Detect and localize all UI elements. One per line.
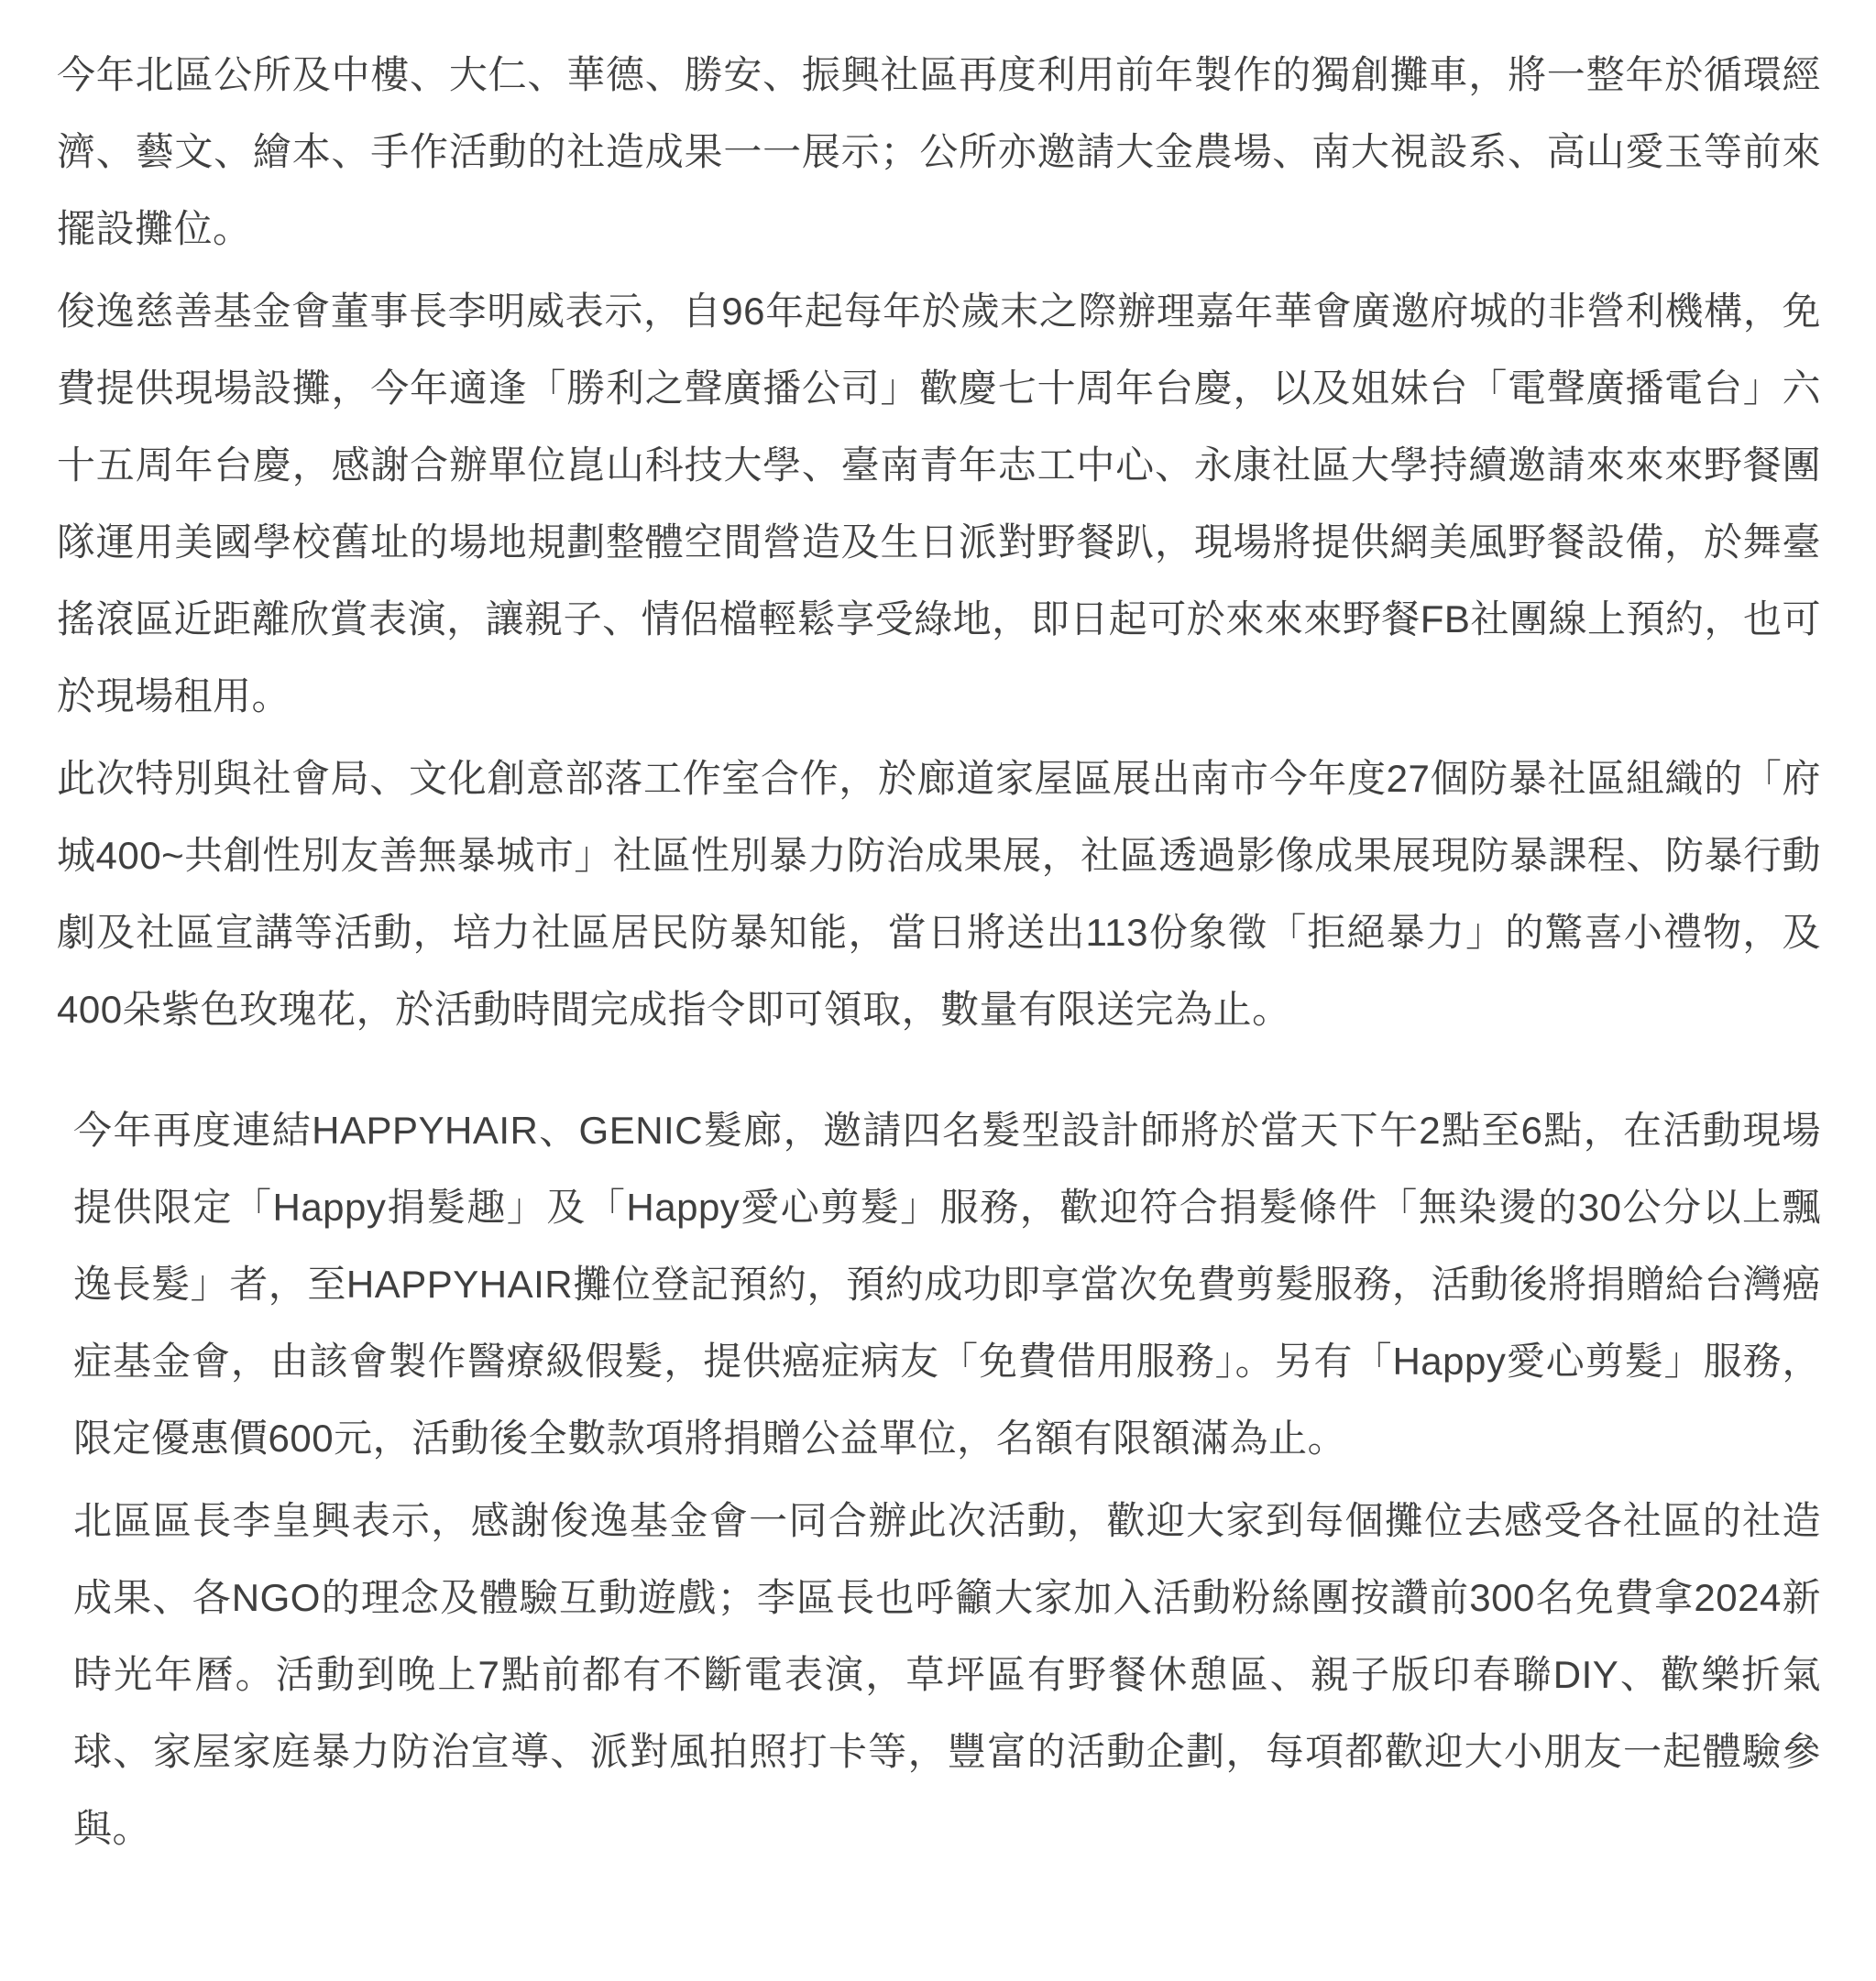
article-paragraph: 俊逸慈善基金會董事長李明威表示，自96年起每年於歲末之際辦理嘉年華會廣邀府城的非營利機構，免費提供現場設攤，今年適逢「勝利之聲廣播公司」歡慶七十周年台慶，以及姐妹台「電聲廣播電台」六十五周年台慶，感謝合辦單位崑山科技大學、臺南青年志工中心、永康社區大學持續邀請來來來野餐團隊運用美國學校舊址的場地規劃整體空間營造及生日派對野餐趴，現場將提供網美風野餐設備，於舞臺搖滾區近距離欣賞表演，讓親子、情侶檔輕鬆享受綠地，即日起可於來來來野餐FB社團線上預約，也可於現場租用。	[57, 290, 1821, 717]
article-paragraph: 今年北區公所及中樓、大仁、華德、勝安、振興社區再度利用前年製作的獨創攤車，將一整年於循環經濟、藝文、繪本、手作活動的社造成果一一展示；公所亦邀請大金農場、南大視設系、高山愛玉等前來擺設攤位。	[57, 53, 1821, 250]
article-paragraph: 今年再度連結HAPPYHAIR、GENIC髮廊，邀請四名髮型設計師將於當天下午2點至6點，在活動現場提供限定「Happy捐髮趣」及「Happy愛心剪髮」服務，歡迎符合捐髮條件「無染燙的30公分以上飄逸長髮」者，至HAPPYHAIR攤位登記預約，預約成功即享當次免費剪髮服務，活動後將捐贈給台灣癌症基金會，由該會製作醫療級假髮，提供癌症病友「免費借用服務」。另有「Happy愛心剪髮」服務，限定優惠價600元，活動後全數款項將捐贈公益單位，名額有限額滿為止。	[73, 1109, 1821, 1460]
article-paragraph: 北區區長李皇興表示，感謝俊逸基金會一同合辦此次活動，歡迎大家到每個攤位去感受各社區的社造成果、各NGO的理念及體驗互動遊戲；李區長也呼籲大家加入活動粉絲團按讚前300名免費拿2024新時光年曆。活動到晚上7點前都有不斷電表演，草坪區有野餐休憩區、親子版印春聯DIY、歡樂折氣球、家屋家庭暴力防治宣導、派對風拍照打卡等，豐富的活動企劃，每項都歡迎大小朋友一起體驗參與。	[73, 1499, 1821, 1850]
article-paragraph: 此次特別與社會局、文化創意部落工作室合作，於廊道家屋區展出南市今年度27個防暴社區組織的「府城400~共創性別友善無暴城市」社區性別暴力防治成果展，社區透過影像成果展現防暴課程、防暴行動劇及社區宣講等活動，培力社區居民防暴知能，當日將送出113份象徵「拒絕暴力」的驚喜小禮物，及400朵紫色玫瑰花，於活動時間完成指令即可領取，數量有限送完為止。	[57, 757, 1821, 1031]
